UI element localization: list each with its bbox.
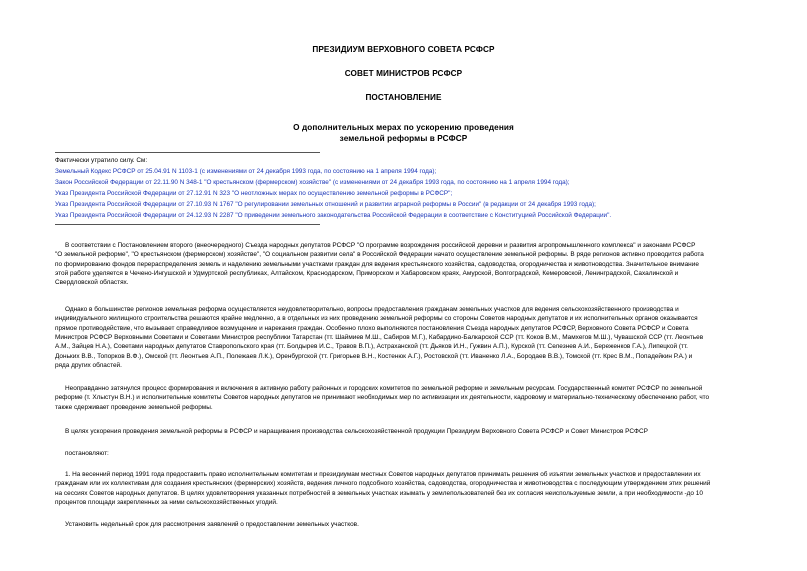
notice-divider-top xyxy=(55,152,320,153)
paragraph-line: также сдерживает проведение земельной реформы. xyxy=(55,403,213,411)
paragraph-line: ряда других областей. xyxy=(55,362,122,370)
paragraph-line: В соответствии с Постановлением второго (внеочередного) Съезда народных депутатов РСФСР "О программе возрождения российской деревни и развития агропромышленного комплекса" и законами РСФСР xyxy=(65,242,696,249)
paragraph-line: постановляют: xyxy=(65,450,109,457)
paragraph-line: на сессиях Советов народных депутатов. В целях удовлетворения указанных потребностей в земельных участках изымать у землепользователей без их согласия неиспользуемые земли, а при необходимости -до 10 xyxy=(55,489,703,497)
paragraph-line: 1. На весенний период 1991 года предоставить право исполнительным комитетам и президиумам местных Советов народных депутатов принимать решения об изъятии земельных участков и предоставлении их xyxy=(65,471,701,478)
paragraph-5 xyxy=(55,449,795,458)
paragraph-line: "О земельной реформе", "О крестьянском (фермерском) хозяйстве", "О социальном развитии села" в Российской Федерации начато осуществление земельной реформы. В ряде регионов активно проводится работа xyxy=(55,251,704,259)
paragraph-line: процентов площади закрепленных за ними сельскохозяйственных угодий. xyxy=(55,499,278,507)
paragraph-4 xyxy=(55,427,795,436)
paragraph-line: Установить недельный срок для рассмотрения заявлений о предоставлении земельных участков. xyxy=(65,521,359,528)
paragraph-line: Неоправданно затянулся процесс формирования и включения в активную работу районных и городских комитетов по земельной реформе и земельным ресурсам. Государственный комитет РСФСР по земельной xyxy=(65,385,703,392)
paragraph-line: Доньких В.В., Топорков В.Ф.), Омской (тт. Леонтьев А.П., Полежаев Л.К.), Оренбургской (тт. Григорьев В.Н., Костенюк А.Г.), Ростовской (тт. Иваненко Л.А., Бородаев В.В.), Томской (тт. Крес В.М., Попадейкин Р.А.) и xyxy=(55,352,693,360)
link-farm-law[interactable]: Закон Российской Федерации от 22.11.90 N 348-1 "О крестьянском (фермерском) хозяйстве" (с изменениями от 24 декабря 1993 года, по состоянию на 1 апреля 1994 года); xyxy=(55,179,570,186)
link-decree-323[interactable]: Указ Президента Российской Федерации от 27.12.91 N 323 "О неотложных мерах по осуществлению земельной реформы в РСФСР"; xyxy=(55,190,453,197)
paragraph-line: индивидуального жилищного строительства решаются крайне медленно, а в отдельных из них проведению земельной реформы со стороны Советов народных депутатов и их исполнительных органов оказывается xyxy=(55,315,698,323)
paragraph-line: Однако в большинстве регионов земельная реформа осуществляется неудовлетворительно, вопросы предоставления гражданам земельных участков для ведения сельскохозяйственного производства и xyxy=(65,306,679,313)
document-title-line-2: земельной реформы в РСФСР xyxy=(339,134,468,143)
paragraph-2 xyxy=(55,305,795,370)
notice-divider-bottom xyxy=(55,224,320,225)
paragraph-line: Свердловской областях. xyxy=(55,279,129,287)
paragraph-line: прямое противодействие, что вызывает справедливое возмущение и нарекания граждан. Особенно плохо выполняются постановления Съезда народных депутатов РСФСР, Верховного Совета РСФСР и Совета xyxy=(55,324,689,332)
link-decree-2287[interactable]: Указ Президента Российской Федерации от 24.12.93 N 2287 "О приведении земельного законодательства Российской Федерации в соответствие с Конституцией Российской Федерации". xyxy=(55,212,612,219)
issuer-presidium: ПРЕЗИДИУМ ВЕРХОВНОГО СОВЕТА РСФСР xyxy=(312,45,495,54)
link-decree-1767[interactable]: Указ Президента Российской Федерации от 27.10.93 N 1767 "О регулировании земельных отношений и развитии аграрной реформы в России" (в редакции от 24 декабря 1993 года); xyxy=(55,201,596,208)
paragraph-3 xyxy=(55,384,795,412)
link-land-code[interactable]: Земельный Кодекс РСФСР от 25.04.91 N 1103-1 (с изменениями от 24 декабря 1993 года, по состоянию на 1 апреля 1994 года); xyxy=(55,168,437,175)
paragraph-line: Министров РСФСР Верховными Советами и Советами Министров республики Татарстан (тт. Шаймиев М.Ш., Сабиров М.Г.), Кабардино-Балкарской ССР (тт. Коков В.М., Мамхегов М.Ш.), Чувашской ССР (тт. Леонтьев xyxy=(55,334,704,342)
paragraph-line: по формированию фондов перераспределения земель и наделению земельными участками граждан для ведения крестьянского хозяйства, садоводства, огородничества и животноводства. Значительное внимание xyxy=(55,260,699,268)
paragraph-line: реформе (т. Хлыстун В.Н.) и исполнительные комитеты Советов народных депутатов не принимают необходимых мер по активизации их деятельности, кадровому и материально-техническому обеспечению работ, что xyxy=(55,394,710,402)
paragraph-line: В целях ускорения проведения земельной реформы в РСФСР и наращивания производства сельскохозяйственной продукции Президиум Верховного Совета РСФСР и Совет Министров РСФСР xyxy=(65,428,648,435)
paragraph-line: гражданам или их коллективам для создания крестьянских (фермерских) хозяйств, ведения личного подсобного хозяйства, садоводства, огородничества и животноводства с последующим утверждением этих решений xyxy=(55,480,711,488)
paragraph-7 xyxy=(55,520,795,529)
notice-label: Фактически утратило силу. См: xyxy=(55,157,148,164)
paragraph-6 xyxy=(55,470,795,507)
paragraph-1 xyxy=(55,241,795,288)
paragraph-line: этой работе уделяется в Чечено-Ингушской и Удмуртской республиках, Алтайском, Краснодарском, Приморском и Хабаровском краях, Амурской, Волгоградской, Кемеровской, Ленинградской, Сахалинской и xyxy=(55,270,679,278)
issuer-council: СОВЕТ МИНИСТРОВ РСФСР xyxy=(344,69,463,78)
document-title-line-1: О дополнительных мерах по ускорению проведения xyxy=(293,123,514,132)
document-type: ПОСТАНОВЛЕНИЕ xyxy=(365,93,442,102)
paragraph-line: А.М., Зайцев Н.А.), Советами народных депутатов Ставропольского края (тт. Болдырев И.С., Травов В.П.), Астраханской (тт. Дьяков И.Н., Гужвин А.П.), Курской (тт. Селезнев А.И., Береженков Г.А.), Липецкой (тт. xyxy=(55,343,688,351)
